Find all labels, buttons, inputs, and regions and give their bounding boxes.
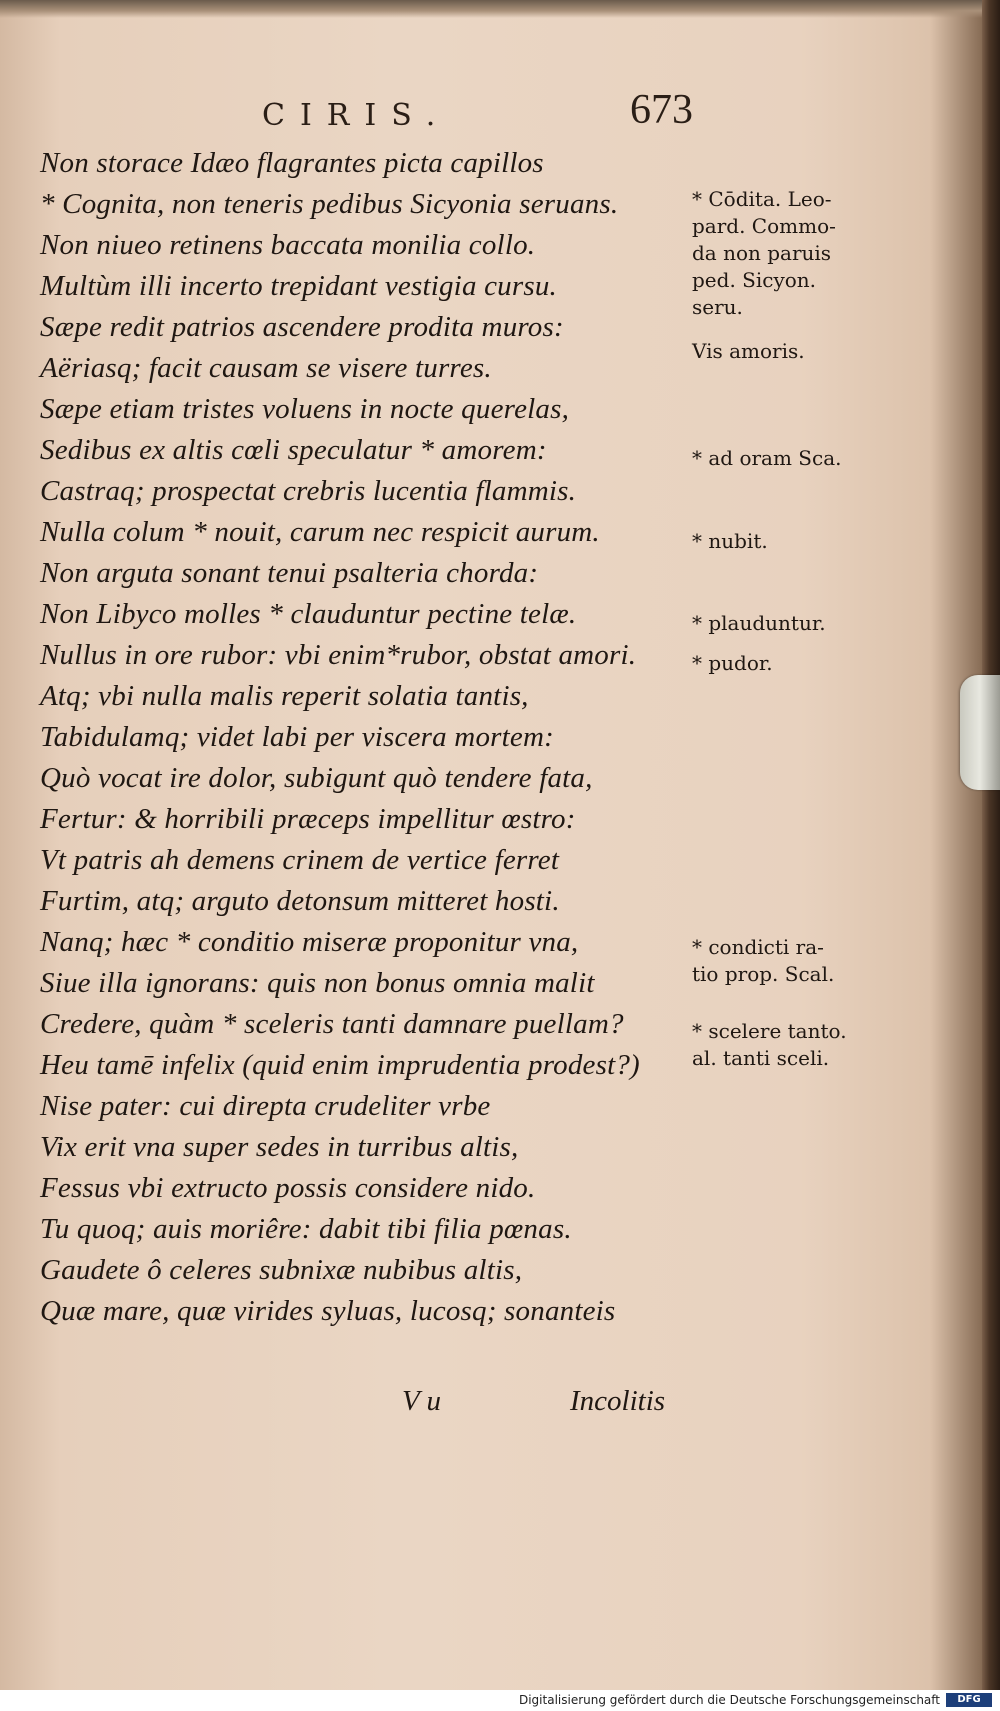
- verse-line: Siue illa ignorans: quis non bonus omnia malit: [40, 967, 595, 999]
- catchword: Incolitis: [570, 1385, 666, 1417]
- digitization-credit: Digitalisierung gefördert durch die Deutsche Forschungsgemeinschaft: [518, 1693, 940, 1707]
- dfg-logo-icon: DFG: [946, 1693, 992, 1707]
- margin-note: Vis amoris.: [692, 339, 805, 363]
- verse-line: Gaudete ô celeres subnixæ nubibus altis,: [40, 1254, 523, 1286]
- margin-note: * plauduntur.: [692, 611, 826, 635]
- verse-line: Quò vocat ire dolor, subigunt quò tendere fata,: [40, 762, 593, 794]
- verse-line: Nulla colum * nouit, carum nec respicit aurum.: [40, 516, 600, 548]
- verse-line: Nullus in ore rubor: vbi enim*rubor, obstat amori.: [40, 639, 637, 671]
- verse-line: Multùm illi incerto trepidant vestigia cursu.: [40, 270, 557, 302]
- verse-line: Fertur: & horribili præceps impellitur œstro:: [40, 803, 576, 835]
- book-clasp: [960, 675, 1000, 790]
- verse-line: Vix erit vna super sedes in turribus altis,: [40, 1131, 519, 1163]
- verse-line: Sæpe redit patrios ascendere prodita muros:: [40, 311, 564, 343]
- verse-line: Furtim, atq; arguto detonsum mitteret hosti.: [40, 885, 560, 917]
- verse-line: Tu quoq; auis moriêre: dabit tibi filia pœnas.: [40, 1213, 572, 1245]
- verse-line: * Cognita, non teneris pedibus Sicyonia seruans.: [40, 188, 619, 220]
- verse-line: Nanq; hæc * conditio miseræ proponitur vna,: [40, 926, 579, 958]
- verse-line: Nise pater: cui direpta crudeliter vrbe: [40, 1090, 491, 1122]
- verse-line: Vt patris ah demens crinem de vertice ferret: [40, 844, 560, 876]
- verse-line: Tabidulamq; videt labi per viscera mortem:: [40, 721, 554, 753]
- page-edge-shadow: [982, 0, 1000, 1690]
- margin-note: * ad oram Sca.: [692, 446, 842, 470]
- margin-note: * condicti ra- tio prop. Scal.: [692, 935, 835, 986]
- margin-note: * Cōdita. Leo- pard. Commo- da non paruis ped. Sicyon. seru.: [692, 187, 836, 319]
- verse-line: Atq; vbi nulla malis reperit solatia tantis,: [40, 680, 529, 712]
- verse-line: Sedibus ex altis cœli speculatur * amorem:: [40, 434, 547, 466]
- verse-line: Heu tamē infelix (quid enim imprudentia prodest?): [40, 1049, 640, 1081]
- signature-mark: V u: [402, 1385, 441, 1417]
- verse-line: Castraq; prospectat crebris lucentia flammis.: [40, 475, 577, 507]
- margin-note: * scelere tanto. al. tanti sceli.: [692, 1019, 847, 1070]
- verse-line: Non Libyco molles * clauduntur pectine telæ.: [40, 598, 577, 630]
- page-number: 673: [630, 87, 693, 133]
- verse-line: Credere, quàm * sceleris tanti damnare puellam?: [40, 1008, 624, 1040]
- verse-line: Aëriasq; facit causam se visere turres.: [40, 352, 492, 384]
- verse-line: Non arguta sonant tenui psalteria chorda:: [40, 557, 539, 589]
- margin-note: * pudor.: [692, 651, 773, 675]
- margin-note: * nubit.: [692, 529, 768, 553]
- verse-line: Non niueo retinens baccata monilia collo.: [40, 229, 536, 261]
- verse-line: Sæpe etiam tristes voluens in nocte querelas,: [40, 393, 570, 425]
- verse-line: Quæ mare, quæ virides syluas, lucosq; sonanteis: [40, 1295, 616, 1327]
- running-head: CIRIS.: [262, 98, 451, 133]
- verse-line: Fessus vbi extructo possis considere nido.: [40, 1172, 536, 1204]
- verse-line: Non storace Idæo flagrantes picta capillos: [40, 147, 544, 179]
- footer-bar: [0, 1690, 1000, 1711]
